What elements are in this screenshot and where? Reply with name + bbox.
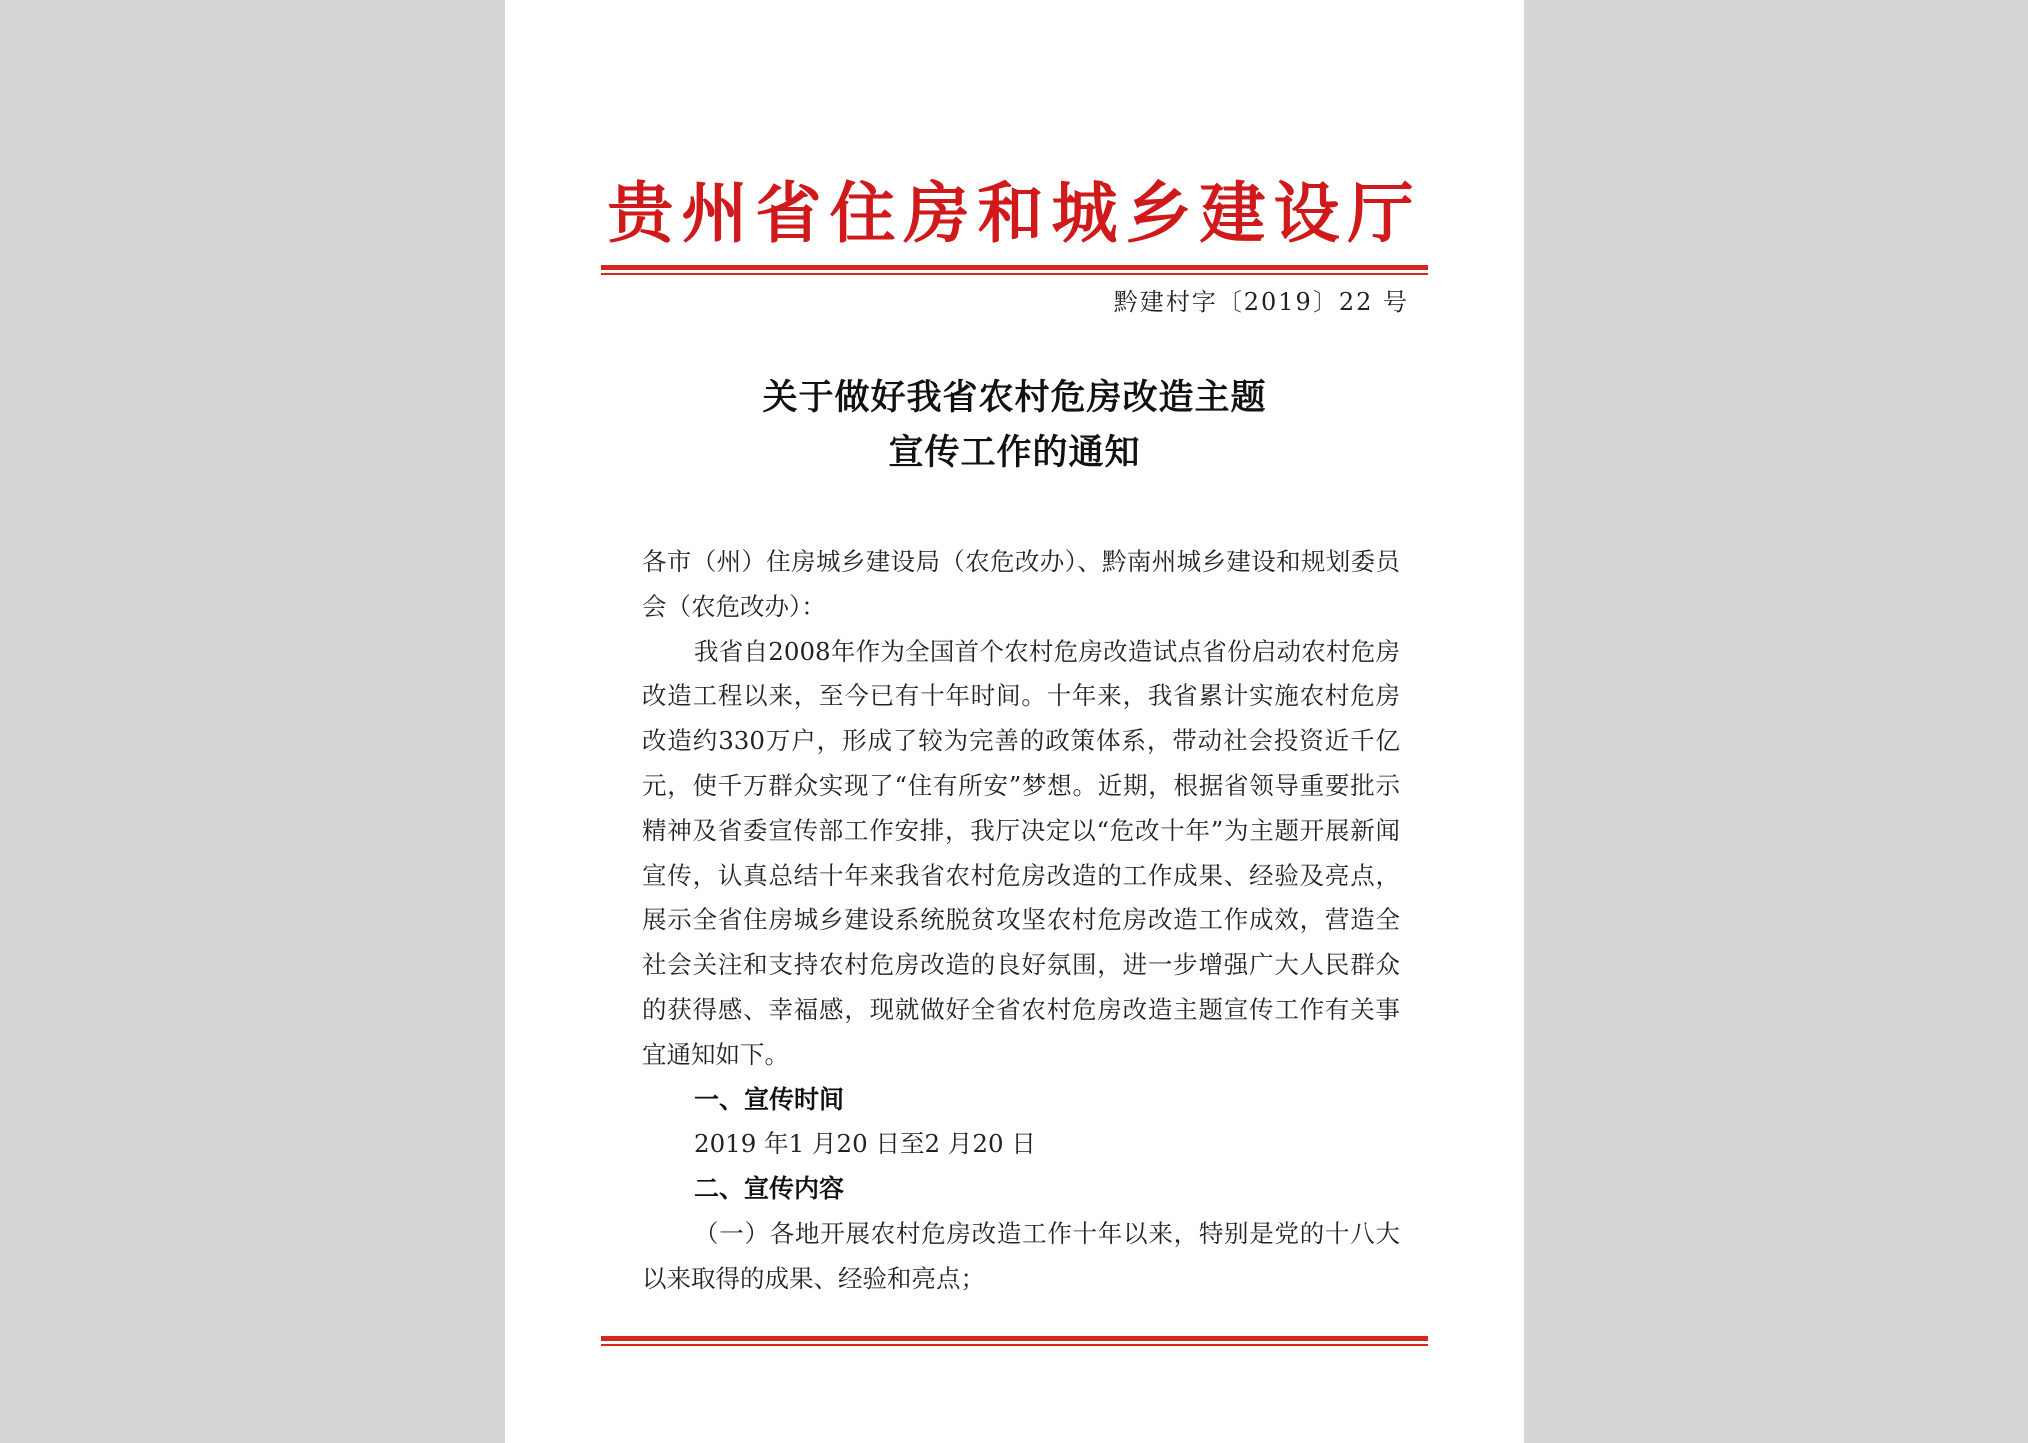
document-page [505,0,1524,1443]
agency-header: 贵州省住房和城乡建设厅 [607,174,1422,252]
document-title [505,370,1524,480]
intro-paragraph: 我省自2008年作为全国首个农村危房改造试点省份启动农村危房改造工程以来，至今已有十年时间。十年来，我省累计实施农村危房改造约330万户，形成了较为完善的政策体系，带动社会投资近千亿元，使千万群众实现了“住有所安”梦想。近期，根据省领导重要批示精神及省委宣传部工作安排，我厅决定以“危改十年”为主题开展新闻宣传，认真总结十年来我省农村危房改造的工作成果、经验及亮点，展示全省住房城乡建设系统脱贫攻坚农村危房改造工作成效，营造全社会关注和支持农村危房改造的良好氛围，进一步增强广大人民群众的获得感、幸福感，现就做好全省农村危房改造主题宣传工作有关事宜通知如下。 [642,636,1400,1069]
addressee: 各市（州）住房城乡建设局（农危改办）、黔南州城乡建设和规划委员会（农危改办）： [642,547,1400,621]
document-number: 黔建村字〔2019〕22 号 [1113,288,1409,316]
document-body [642,540,1400,1302]
section-text-content: （一）各地开展农村危房改造工作十年以来，特别是党的十八大以来取得的成果、经验和亮点； [642,1218,1400,1293]
header-red-rule [601,265,1428,275]
section-text-time: 2019 年1 月20 日至2 月20 日 [694,1129,1036,1159]
section-heading-time: 一、宣传时间 [694,1084,845,1114]
section-heading-content: 二、宣传内容 [694,1174,845,1204]
footer-red-rule [601,1336,1428,1346]
title-line-2: 宣传工作的通知 [888,432,1141,473]
title-line-1: 关于做好我省农村危房改造主题 [762,377,1267,418]
